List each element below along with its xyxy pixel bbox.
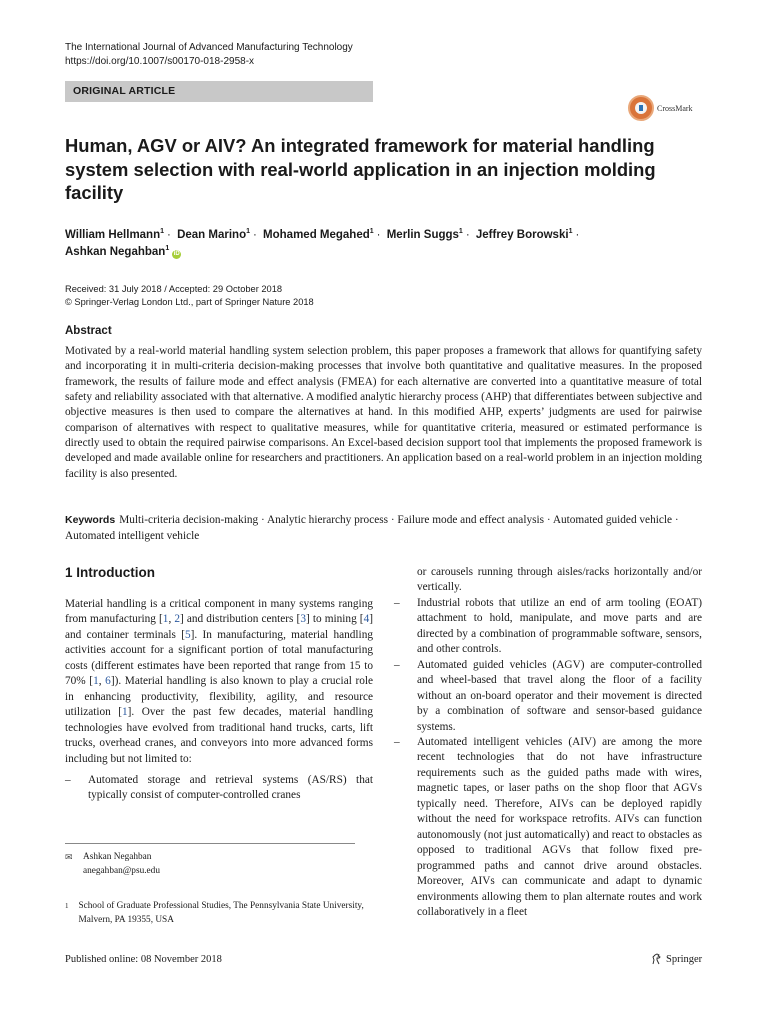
article-type-label: ORIGINAL ARTICLE xyxy=(65,81,373,102)
list-dash: – xyxy=(65,773,71,786)
list-dash: – xyxy=(394,658,400,671)
right-column xyxy=(394,565,702,920)
author-affiliation-mark: 1 xyxy=(458,228,463,235)
footnote-divider xyxy=(65,843,355,844)
journal-header xyxy=(65,41,353,69)
crossmark-icon xyxy=(628,95,654,121)
author-list: William Hellmann$^1$ · Dean Marino$^1$ · Mohamed Megahed$^1$ · Merlin Suggs$^1$ · Jeffrey Borowski$^1$ · Ashkan Negahban$^1$iD xyxy=(65,228,580,258)
author-affiliation-mark: 1 xyxy=(246,228,250,235)
author-name[interactable]: William Hellmann xyxy=(65,229,161,241)
list-item-text: Automated intelligent vehicles (AIV) are among the more recent technologies that do not have infrastructure requirements such as the guided paths made with wires, magnetic tapes, or laser paths on the shop floor that AGVs typically need. Therefore, AIVs can be deployed rapidly without the need for workspace retrofits. AIVs can function autonomously (not just automatically) and react to obstacles as opposed to traditional AGVs that follow fixed pre-programmed paths and cannot drive around obstacles. Moreover, AIVs can communicate and adapt to dynamic environments allowing them to plan alternate routes and work collaboratively in a fleet xyxy=(417,735,702,918)
springer-horse-icon xyxy=(651,953,662,965)
author-name[interactable]: Merlin Suggs xyxy=(386,229,459,241)
article-dates xyxy=(65,283,314,309)
affiliation-text: School of Graduate Professional Studies, The Pennsylvania State University, Malvern, PA 19355, USA xyxy=(78,901,364,925)
crossmark-label: CrossMark xyxy=(657,103,693,113)
left-column xyxy=(65,597,373,804)
corresponding-author-email[interactable]: anegahban@psu.edu xyxy=(83,866,160,876)
copyright-notice: © Springer-Verlag London Ltd., part of Springer Nature 2018 xyxy=(65,297,314,307)
intro-paragraph: Material handling is a critical component in many systems ranging from manufacturing [1, 2] and distribution centers [3] to mining [4] and container terminals [5]. In manufacturing, material handling activities account for a significant portion of total manufacturing costs (different estimates have been reported that range from 15 to 70% [1, 6]). Material handling is also known to play a crucial role in enhancing productivity, flexibility, agility, and resource utilization [1]. Over the past few decades, material handling technologies have evolved from traditional hand trucks, carts, lift trucks, overhead cranes, and conveyors into more advanced forms including but not limited to: xyxy=(65,598,374,765)
list-item-text: Automated guided vehicles (AGV) are computer-controlled and wheel-based that travel along the floor of a facility without an on-board operator and their movement is directed by a combination of software and sensor-based guidance systems. xyxy=(417,658,702,733)
list-item xyxy=(394,658,702,735)
publisher-logo xyxy=(651,953,702,965)
citation-link[interactable]: 2 xyxy=(174,613,181,626)
list-item xyxy=(394,596,702,658)
envelope-icon: ✉ xyxy=(65,852,73,862)
list-item-continuation: or carousels running through aisles/racks horizontally and/or vertically. xyxy=(417,566,702,594)
author-name[interactable]: Jeffrey Borowski xyxy=(475,229,569,241)
citation-link[interactable]: 1 xyxy=(93,675,99,688)
citation-link[interactable]: 1 xyxy=(162,613,169,626)
doi-link[interactable]: https://doi.org/10.1007/s00170-018-2958-x xyxy=(65,56,255,67)
citation-link[interactable]: 5 xyxy=(184,628,191,641)
author-affiliation-mark: 1 xyxy=(369,228,374,235)
keywords-label: Keywords xyxy=(65,514,116,526)
list-item xyxy=(394,735,702,920)
citation-link[interactable]: 4 xyxy=(363,613,370,626)
list-item-text: Industrial robots that utilize an end of arm tooling (EOAT) attachment to hold, manipulate, and move parts and are directed by a combination of programmable software, sensors, and other controls. xyxy=(417,596,702,656)
received-accepted-dates: Received: 31 July 2018 / Accepted: 29 October 2018 xyxy=(65,284,283,294)
author-name[interactable]: Ashkan Negahban xyxy=(65,246,166,258)
article-title: Human, AGV or AIV? An integrated framework for material handling system selection with real-world application in an injection molding facility xyxy=(65,135,656,203)
abstract-text: Motivated by a real-world material handling system selection problem, this paper proposes a framework that allows for quantifying safety and incorporating it in multi-criteria decision-making processes that involve both quantitative and qualitative measures. In the proposed framework, the results of failure mode and effect analysis (FMEA) for each alternative are converted into a quantitative measure of total safety and reliability associated with that alternative. A modified analytic hierarchy process (AHP) that differentiates between subjective and objective measures is then used to compare the alternatives at hand. In this modified AHP, experts’ judgments are used for pairwise comparison of alternatives with respect to qualitative measures, while for quantitative criteria, measured or estimated performance is directly used to obtain the required pairwise comparisons. An Excel-based decision support tool that implements the proposed framework is developed and made available online for researchers and practitioners. An application based on a real-world problem in an injection molding facility is also presented. xyxy=(65,345,702,480)
citation-link[interactable]: 1 xyxy=(122,706,128,719)
citation-link[interactable]: 6 xyxy=(105,675,111,688)
published-date: Published online: 08 November 2018 xyxy=(65,954,222,965)
publisher-name: Springer xyxy=(666,953,703,965)
author-affiliation-mark: 1 xyxy=(568,228,573,235)
citation-link[interactable]: 3 xyxy=(300,613,306,626)
corresponding-author-name: Ashkan Negahban xyxy=(83,852,152,862)
crossmark-button[interactable] xyxy=(628,94,693,122)
author-affiliation-mark: 1 xyxy=(165,245,170,252)
keywords-text: Multi-criteria decision-making · Analytic hierarchy process · Failure mode and effect analysis · Automated guided vehicle · Automated intelligent vehicle xyxy=(65,514,679,542)
affiliation xyxy=(65,899,365,927)
section-heading: 1 Introduction xyxy=(65,565,155,580)
journal-name: The International Journal of Advanced Manufacturing Technology xyxy=(65,42,353,53)
affiliation-number: 1 xyxy=(65,902,69,910)
abstract-heading: Abstract xyxy=(65,325,112,337)
keywords xyxy=(65,513,702,544)
list-dash: – xyxy=(394,596,400,609)
author-name[interactable]: Dean Marino xyxy=(177,229,247,241)
list-dash: – xyxy=(394,735,400,748)
corresponding-author xyxy=(65,850,160,878)
author-name[interactable]: Mohamed Megahed xyxy=(263,229,370,241)
author-affiliation-mark: 1 xyxy=(160,228,165,235)
orcid-icon[interactable]: iD xyxy=(173,251,180,257)
list-item-text: Automated storage and retrieval systems (AS/RS) that typically consist of computer-controlled cranes xyxy=(88,773,373,802)
list-item xyxy=(65,773,373,804)
